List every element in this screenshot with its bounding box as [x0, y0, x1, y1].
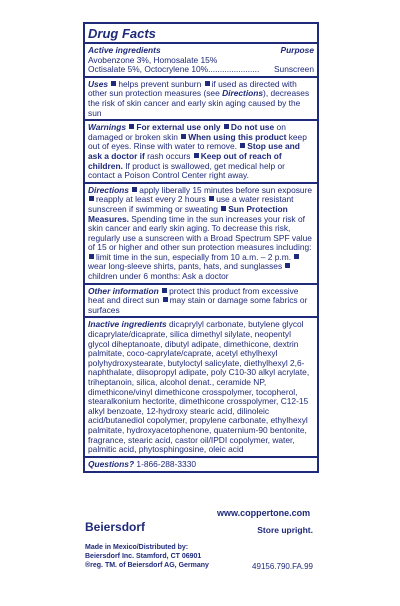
drug-facts-box: [83, 22, 319, 473]
bullet-icon: [285, 263, 290, 268]
active-heading: Active ingredients: [88, 45, 161, 55]
inactive-section: Inactive ingredients dicaprylyl carbonate, butylene glycol dicaprylate/dicaprate, silica dimethyl silylate, neopentyl glycol diheptanoate, dibutyl adipate, dimethicone, dextrin palmitate, coco-caprylate/caprate, acetyl ethylhexyl polyhydroxystearate, butyloctyl salicylate, diethylhexyl 2,6-naphthalate, diisopropyl adipate, poly C10-30 alkyl acrylate, triheptanoin, silica, alcohol denat., ceramide NP, dimethicone/vinyl dimethicone crosspolymer, tocopherol, stearalkonium hectorite, dimethicone crosspolymer, C12-15 alkyl benzoate, 12-hydroxy stearic acid, dilinoleic acid/butanediol copolymer, propylene carbonate, ethylhexyl palmitate, hydroxyacetophenone, quaternium-90 bentonite, fragrance, stearic acid, castor oil/IPDI copolymer, water, palmitic acid, phytosphingosine, oleic acid: [88, 319, 310, 455]
divider: [85, 76, 317, 78]
bullet-icon: [209, 196, 214, 201]
drug-facts-title: Drug Facts: [88, 26, 156, 41]
website-url: www.coppertone.com: [217, 508, 311, 518]
phone-number: 1-866-288-3330: [136, 458, 197, 469]
dot-leader: ......................: [208, 64, 260, 75]
bullet-icon: [194, 153, 199, 158]
divider: [85, 316, 317, 318]
bullet-icon: [132, 187, 137, 192]
drug-facts-panel: [83, 22, 319, 606]
divider: [85, 456, 317, 458]
brand-logo: Beiersdorf: [85, 520, 146, 534]
bullet-icon: [240, 143, 245, 148]
active-line-1: Avobenzone 3%, Homosalate 15%: [88, 54, 218, 65]
bullet-icon: [163, 297, 168, 302]
other-info-section: Other information protect this product from excessive heat and direct sun may stain or damage some fabrics or surfaces: [88, 285, 308, 315]
product-code: 49156.790.FA.99: [252, 562, 313, 571]
uses-section: Uses helps prevent sunburn if used as directed with other sun protection measures (see Directions), decreases the risk of skin cancer and early skin aging caused by the sun: [88, 78, 310, 118]
bullet-icon: [162, 288, 167, 293]
distributor-info: Made in Mexico/Distributed by: Beiersdorf Inc. Stamford, CT 06901 ®reg. TM. of Beiersdorf AG, Germany: [85, 544, 209, 569]
store-upright-text: Store upright.: [257, 525, 313, 535]
divider: [85, 283, 317, 285]
divider: [85, 119, 317, 121]
warnings-section: Warnings For external use only Do not use on damaged or broken skin When using this product keep out of eyes. Rinse with water to remove. Stop use and ask a doctor if rash occurs Keep out of reach of children. If product is swallowed, get medical help or contact a Poison Control Center right away.: [88, 122, 307, 181]
active-line-2: Octisalate 5%, Octocrylene 10%...................... Sunscreen: [88, 64, 314, 75]
bullet-icon: [89, 254, 94, 259]
bullet-icon: [221, 206, 226, 211]
bullet-icon: [89, 196, 94, 201]
divider: [85, 42, 317, 44]
questions-section: Questions? 1-866-288-3330: [88, 458, 197, 469]
divider: [85, 182, 317, 184]
directions-section: Directions apply liberally 15 minutes before sun exposure reapply at least every 2 hours use a water resistant sunscreen if swimming or sweating Sun Protection Measures. Spending time in the sun increases your risk of skin cancer and early skin aging. To decrease this risk, regularly use a sunscreen with a Broad Spectrum SPF value of 15 or higher and other sun protection measures including: limit time in the sun, especially from 10 a.m. – 2 p.m. wear long-sleeve shirts, pants, hats, and sunglasses children under 6 months: Ask a doctor: [88, 184, 313, 282]
bullet-icon: [294, 254, 299, 259]
bullet-icon: [205, 81, 210, 86]
bullet-icon: [111, 81, 116, 86]
bullet-icon: [224, 124, 229, 129]
purpose-value: Sunscreen: [273, 64, 314, 75]
purpose-heading: Purpose: [280, 45, 314, 55]
bullet-icon: [181, 134, 186, 139]
bullet-icon: [129, 124, 134, 129]
